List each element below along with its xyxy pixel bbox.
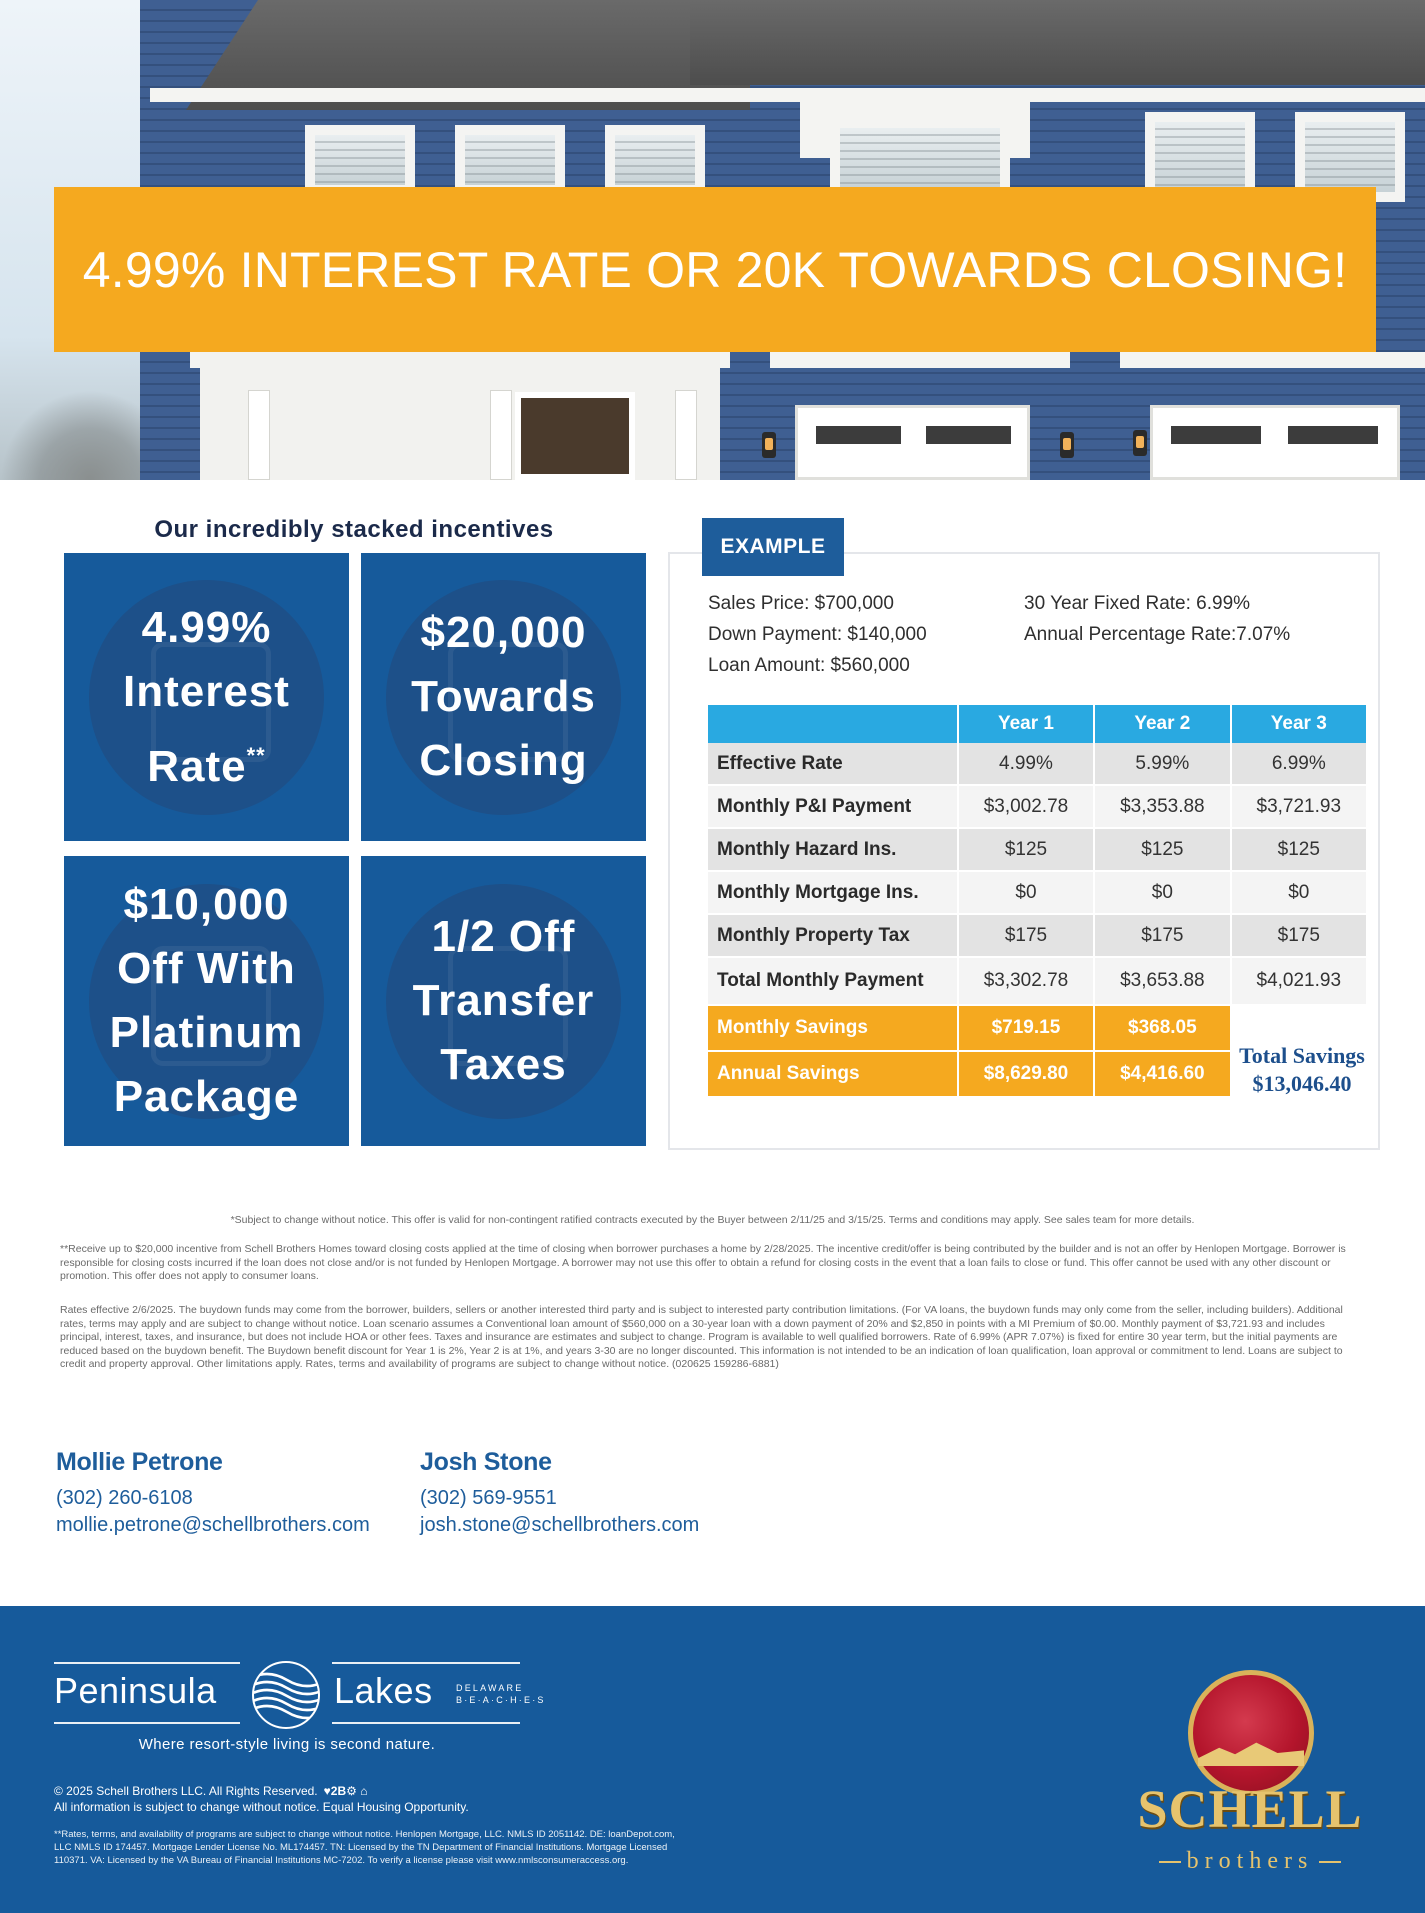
table-header: Year 1 <box>959 705 1095 743</box>
loan-amount: Loan Amount: $560,000 <box>708 655 910 676</box>
incentive-tile-closing <box>361 553 646 841</box>
garage-door <box>795 405 1030 480</box>
table-row: Effective Rate 4.99% 5.99% 6.99% <box>708 743 1368 786</box>
copyright: © 2025 Schell Brothers LLC. All Rights Reserved. ♥2B⚙ ⌂ All information is subject to change without notice. Equal Housing Opportunity. <box>54 1784 469 1814</box>
logo-region: DELAWARE B·E·A·C·H·E·S <box>456 1683 546 1705</box>
peninsula-lakes-logo <box>54 1660 546 1724</box>
contact-email[interactable]: mollie.petrone@schellbrothers.com <box>56 1514 370 1536</box>
garage-trim <box>770 352 1070 368</box>
loan-facts-left <box>708 588 927 681</box>
total-savings-label: Total Savings <box>1239 1043 1365 1068</box>
contact-card <box>420 1448 699 1539</box>
table-row: Monthly P&I Payment $3,002.78 $3,353.88 $3,721.93 <box>708 786 1368 829</box>
logo-word-left: Peninsula <box>54 1670 217 1711</box>
incentive-tile-rate <box>64 553 349 841</box>
table-header: Year 2 <box>1095 705 1231 743</box>
loan-facts-right <box>1024 588 1290 650</box>
disclaimer-incentive: **Receive up to $20,000 incentive from Schell Brothers Homes toward closing costs applied at the time of closing when borrower purchases a home by 2/28/2025. The incentive credit/offer is being contributed by the builder and is not an offer by Henlopen Mortgage. Borrower is responsible for closing costs incurred if the loan does not close and/or is not funded by Henlopen Mortgage. A borrower may not use this offer to obtain a refund for closing costs in the event that a loan fails to close or fund. This offer cannot be used with any other discount or promotion. This offer does not apply to consumer loans. <box>60 1243 1346 1282</box>
equal-housing-icon: ♥2B⚙ ⌂ <box>323 1784 368 1798</box>
roof-right <box>690 0 1425 85</box>
incentives-title: Our incredibly stacked incentives <box>154 516 554 543</box>
disclaimer-offer: *Subject to change without notice. This offer is valid for non-contingent ratified contracts executed by the Buyer between 2/11/25 and 3/15/25. Terms and conditions may apply. See sales team for more details. <box>230 1214 1195 1226</box>
lamp-icon <box>1060 432 1074 458</box>
disclaimer-rates: Rates effective 2/6/2025. The buydown funds may come from the borrower, builders, sellers or another interested third party and is subject to interested party contribution limitations. (For VA loans, the buydown funds may only come from the seller, including builders). Additional rates, terms may apply and are subject to change without notice. Loan scenario assumes a Conventional loan amount of $560,000 on a 30-year loan with a down payment of 20% and $2,850 in points with a MI Premium of $0.00. Monthly payment of $3,721.93 and includes principal, interest, taxes, and insurance, but does not include HOA or other fees. Taxes and insurance are estimates and subject to change. Program is available to well qualified borrowers. Rate of 6.99% (APR 7.07%) is fixed for entire 30 year term, but the initial payments are reduced based on the buydown benefit. The Buydown benefit discount for Year 1 is 2%, Year 2 is at 1%, and years 3-30 are no longer discounted. This information is not intended to be an indication of loan qualification, loan approval or commitment to lend. Loans are subject to credit and property approval. Other limitations apply. Rates, terms and availability of programs are subject to change without notice. (020625 159286-6881) <box>60 1304 1343 1370</box>
headline-banner <box>54 187 1376 352</box>
garage-trim <box>1120 352 1425 368</box>
incentive-text: 4.99% Interest Rate** <box>123 602 290 791</box>
window <box>605 125 705 195</box>
window <box>305 125 415 195</box>
tagline: Where resort-style living is second nature. <box>138 1736 436 1753</box>
total-savings <box>1236 1042 1368 1098</box>
front-porch <box>200 350 720 480</box>
incentive-text: $10,000 Off With Platinum Package <box>109 880 304 1121</box>
example-tab: EXAMPLE <box>702 518 844 576</box>
contact-card <box>56 1448 370 1539</box>
table-row-total: Total Monthly Payment $3,302.78 $3,653.88 $4,021.93 <box>708 958 1368 1006</box>
contact-phone[interactable]: (302) 569-9551 <box>420 1487 557 1509</box>
payment-table <box>708 705 1368 1098</box>
contact-phone[interactable]: (302) 260-6108 <box>56 1487 193 1509</box>
contact-email[interactable]: josh.stone@schellbrothers.com <box>420 1514 700 1536</box>
incentive-text: 1/2 Off Transfer Taxes <box>412 912 595 1089</box>
table-header-row <box>708 705 1368 743</box>
total-savings-value: $13,046.40 <box>1252 1071 1352 1096</box>
front-door <box>515 392 635 480</box>
window <box>455 125 565 195</box>
roof-trim <box>150 88 1425 102</box>
table-row: Monthly Hazard Ins. $125 $125 $125 <box>708 829 1368 872</box>
contact-name: Mollie Petrone <box>56 1448 223 1476</box>
licensing-fine-print: **Rates, terms, and availability of programs are subject to change without notice. Henlopen Mortgage, LLC. NMLS ID 2051142. DE: loanDepot.com, LLC NMLS ID 174457. Mortgage Lender License No. ML174457. TN: Licensed by the TN Department of Financial Institutions. Mortgage Licensed 110371. VA: Licensed by the VA Bureau of Financial Institutions MC-7202. To verify a license please visit www.nmlsconsumeraccess.org. <box>54 1829 675 1866</box>
bare-tree <box>0 390 150 480</box>
window <box>830 118 1010 198</box>
apr: Annual Percentage Rate:7.07% <box>1024 624 1291 645</box>
table-row-monthly-savings: Monthly Savings $719.15 $368.05 <box>708 1006 1368 1052</box>
logo-word-right: Lakes <box>334 1670 433 1711</box>
table-header: Year 3 <box>1232 705 1368 743</box>
schell-brothers-logo <box>1130 1670 1370 1890</box>
incentive-tile-transfer <box>361 856 646 1146</box>
table-header <box>708 705 959 743</box>
brand-word: SCHELL <box>1137 1779 1363 1839</box>
sales-price: Sales Price: $700,000 <box>708 593 894 614</box>
garage-door <box>1150 405 1400 480</box>
down-payment: Down Payment: $140,000 <box>708 624 927 645</box>
wave-emblem-icon <box>247 1660 325 1730</box>
incentive-tile-platinum <box>64 856 349 1146</box>
contact-name: Josh Stone <box>420 1448 552 1476</box>
table-row: Monthly Mortgage Ins. $0 $0 $0 <box>708 872 1368 915</box>
fixed-rate: 30 Year Fixed Rate: 6.99% <box>1024 593 1251 614</box>
headline: 4.99% INTEREST RATE OR 20K TOWARDS CLOSING! <box>82 241 1348 298</box>
brand-sub: brothers <box>1130 1848 1370 1875</box>
lamp-icon <box>762 432 776 458</box>
incentive-text: $20,000 Towards Closing <box>411 608 596 785</box>
lamp-icon <box>1133 430 1147 456</box>
table-row-annual-savings: Annual Savings $8,629.80 $4,416.60 <box>708 1052 1368 1098</box>
table-row: Monthly Property Tax $175 $175 $175 <box>708 915 1368 958</box>
